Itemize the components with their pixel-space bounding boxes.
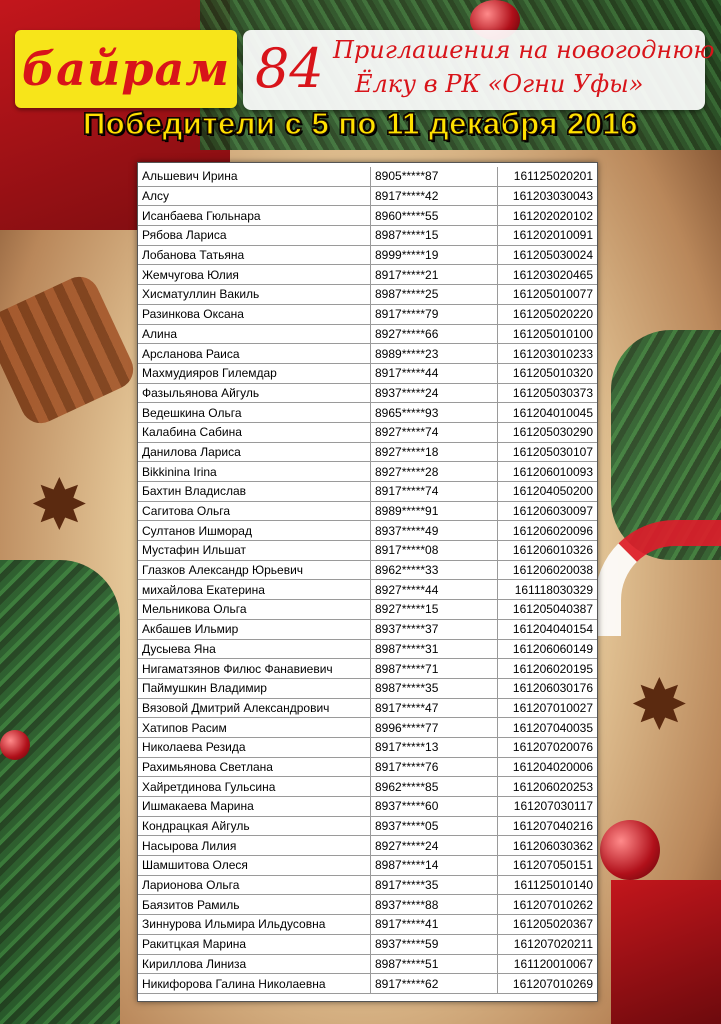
winner-phone: 8937*****59 [371,934,498,954]
christmas-ball-decoration [600,820,660,880]
winner-name: Акбашев Ильмир [138,619,371,639]
table-row [138,797,597,817]
winner-name: Данилова Лариса [138,442,371,462]
winner-name: Разинкова Оксана [138,304,371,324]
winner-phone: 8927*****15 [371,600,498,620]
winner-phone: 8917*****44 [371,363,498,383]
winner-code: 161205020367 [498,915,598,935]
winner-phone: 8917*****42 [371,186,498,206]
winner-name: Зиннурова Ильмира Ильдусовна [138,915,371,935]
winner-name: Лобанова Татьяна [138,245,371,265]
winner-code: 161207010027 [498,698,598,718]
winner-phone: 8937*****60 [371,797,498,817]
winner-code: 161207010262 [498,895,598,915]
table-row [138,934,597,954]
winner-phone: 8927*****18 [371,442,498,462]
fir-branches-left [0,560,120,1024]
winner-name: Калабина Сабина [138,422,371,442]
winner-code: 161205030373 [498,383,598,403]
winner-name: Кириллова Линиза [138,954,371,974]
winner-phone: 8962*****85 [371,777,498,797]
invitation-count: 84 [255,37,324,100]
winner-phone: 8937*****24 [371,383,498,403]
winner-name: Нигаматзянов Филюс Фанавиевич [138,659,371,679]
winner-phone: 8917*****47 [371,698,498,718]
winner-phone: 8937*****05 [371,816,498,836]
table-row [138,737,597,757]
table-row [138,363,597,383]
table-row [138,639,597,659]
table-row [138,619,597,639]
winner-phone: 8927*****24 [371,836,498,856]
winner-code: 161206010093 [498,462,598,482]
winner-phone: 8917*****35 [371,875,498,895]
winner-name: Жемчугова Юлия [138,265,371,285]
winner-name: Хатипов Расим [138,718,371,738]
table-row [138,324,597,344]
table-row [138,816,597,836]
winner-name: Фазыльянова Айгуль [138,383,371,403]
winner-code: 161125010140 [498,875,598,895]
winner-name: Алсу [138,186,371,206]
winner-phone: 8989*****23 [371,344,498,364]
winner-code: 161206030362 [498,836,598,856]
winner-code: 161204050200 [498,482,598,502]
table-row [138,304,597,324]
winner-name: Мустафин Ильшат [138,541,371,561]
winner-name: Вязовой Дмитрий Александрович [138,698,371,718]
table-row [138,580,597,600]
winner-code: 161206020096 [498,521,598,541]
winner-code: 161205030290 [498,422,598,442]
winner-phone: 8989*****91 [371,501,498,521]
winner-name: Баязитов Рамиль [138,895,371,915]
winner-name: Арсланова Раиса [138,344,371,364]
winner-name: Насырова Лилия [138,836,371,856]
winner-phone: 8987*****71 [371,659,498,679]
winner-name: Рахимьянова Светлана [138,757,371,777]
table-row [138,403,597,423]
invitation-banner [243,30,715,110]
table-row [138,462,597,482]
table-row [138,245,597,265]
winners-table-body [138,167,597,993]
winner-phone: 8917*****08 [371,541,498,561]
winner-code: 161207010269 [498,974,598,994]
winner-name: Никифорова Галина Николаевна [138,974,371,994]
table-row [138,285,597,305]
table-row [138,974,597,994]
table-row [138,856,597,876]
winner-code: 161206020038 [498,560,598,580]
winner-phone: 8937*****49 [371,521,498,541]
winner-phone: 8917*****79 [371,304,498,324]
winner-code: 161204040154 [498,619,598,639]
winner-name: михайлова Екатерина [138,580,371,600]
winner-phone: 8987*****51 [371,954,498,974]
winner-code: 161205010077 [498,285,598,305]
table-row [138,186,597,206]
table-row [138,915,597,935]
winner-code: 161205030024 [498,245,598,265]
table-row [138,718,597,738]
winner-code: 161207050151 [498,856,598,876]
table-row [138,226,597,246]
winner-name: Николаева Резида [138,737,371,757]
winner-name: Хайретдинова Гульсина [138,777,371,797]
bayram-logo [15,30,237,108]
table-row [138,757,597,777]
winner-name: Рябова Лариса [138,226,371,246]
winner-phone: 8937*****88 [371,895,498,915]
winner-code: 161120010067 [498,954,598,974]
winner-code: 161205020220 [498,304,598,324]
winner-code: 161204020006 [498,757,598,777]
winner-name: Паймушкин Владимир [138,678,371,698]
winner-phone: 8987*****15 [371,226,498,246]
table-row [138,836,597,856]
winner-phone: 8927*****28 [371,462,498,482]
table-row [138,777,597,797]
table-row [138,541,597,561]
winner-code: 161204010045 [498,403,598,423]
winner-name: Махмудияров Гилемдар [138,363,371,383]
winner-code: 161206030097 [498,501,598,521]
star-anise-icon: ✸ [630,666,689,744]
winner-phone: 8927*****66 [371,324,498,344]
winner-code: 161205040387 [498,600,598,620]
winner-phone: 8917*****76 [371,757,498,777]
winner-phone: 8987*****25 [371,285,498,305]
winner-code: 161203010233 [498,344,598,364]
table-row [138,422,597,442]
winner-code: 161207020211 [498,934,598,954]
page-title: Победители с 5 по 11 декабря 2016 [82,106,638,141]
table-row [138,482,597,502]
winner-name: Шамшитова Олеся [138,856,371,876]
winner-name: Дусыева Яна [138,639,371,659]
table-row [138,383,597,403]
winner-phone: 8917*****74 [371,482,498,502]
table-row [138,344,597,364]
winner-phone: 8996*****77 [371,718,498,738]
table-row [138,501,597,521]
winner-code: 161118030329 [498,580,598,600]
winner-code: 161206060149 [498,639,598,659]
winner-code: 161203020465 [498,265,598,285]
table-row [138,954,597,974]
table-row [138,265,597,285]
winner-phone: 8965*****93 [371,403,498,423]
winner-code: 161207040216 [498,816,598,836]
winner-name: Бахтин Владислав [138,482,371,502]
winner-code: 161202010091 [498,226,598,246]
winner-code: 161206010326 [498,541,598,561]
winner-name: Исанбаева Гюльнара [138,206,371,226]
winner-name: Султанов Ишморад [138,521,371,541]
table-row [138,698,597,718]
winner-phone: 8987*****31 [371,639,498,659]
winner-code: 161207020076 [498,737,598,757]
winner-name: Альшевич Ирина [138,167,371,186]
winner-name: Сагитова Ольга [138,501,371,521]
winner-code: 161203030043 [498,186,598,206]
winner-phone: 8987*****35 [371,678,498,698]
red-gift-bottom-decoration [611,880,721,1024]
winner-phone: 8999*****19 [371,245,498,265]
winner-code: 161125020201 [498,167,598,186]
winner-code: 161207030117 [498,797,598,817]
winner-code: 161206020253 [498,777,598,797]
winners-table [137,162,598,1002]
winner-phone: 8917*****41 [371,915,498,935]
table-row [138,895,597,915]
logo-text: байрам [21,42,231,96]
winner-phone: 8962*****33 [371,560,498,580]
winner-name: Ишмакаева Марина [138,797,371,817]
winner-name: Хисматуллин Вакиль [138,285,371,305]
winner-code: 161202020102 [498,206,598,226]
winner-code: 161205010320 [498,363,598,383]
winner-name: Кондрацкая Айгуль [138,816,371,836]
winner-name: Мельникова Ольга [138,600,371,620]
winner-phone: 8927*****44 [371,580,498,600]
table-row [138,600,597,620]
winner-name: Ведешкина Ольга [138,403,371,423]
invitation-text-line2: Ёлку в РК «Огни Уфы» [355,70,644,98]
table-row [138,167,597,186]
winner-phone: 8917*****13 [371,737,498,757]
table-row [138,442,597,462]
winner-code: 161205030107 [498,442,598,462]
winner-name: Алина [138,324,371,344]
winner-phone: 8937*****37 [371,619,498,639]
table-row [138,659,597,679]
winner-phone: 8917*****62 [371,974,498,994]
winner-code: 161205010100 [498,324,598,344]
invitation-text-line1: Приглашения на новогоднюю [333,36,715,64]
winner-phone: 8960*****55 [371,206,498,226]
winner-name: Ларионова Ольга [138,875,371,895]
table-row [138,875,597,895]
winner-name: Ракитцкая Марина [138,934,371,954]
table-row [138,206,597,226]
winner-phone: 8987*****14 [371,856,498,876]
winner-phone: 8917*****21 [371,265,498,285]
winner-phone: 8905*****87 [371,167,498,186]
winner-name: Глазков Александр Юрьевич [138,560,371,580]
christmas-ball-decoration [0,730,30,760]
winner-code: 161206020195 [498,659,598,679]
winner-code: 161206030176 [498,678,598,698]
table-row [138,678,597,698]
table-row [138,521,597,541]
winner-code: 161207040035 [498,718,598,738]
winner-name: Bikkinina Irina [138,462,371,482]
winner-phone: 8927*****74 [371,422,498,442]
table-row [138,560,597,580]
star-anise-icon: ✸ [30,466,89,544]
